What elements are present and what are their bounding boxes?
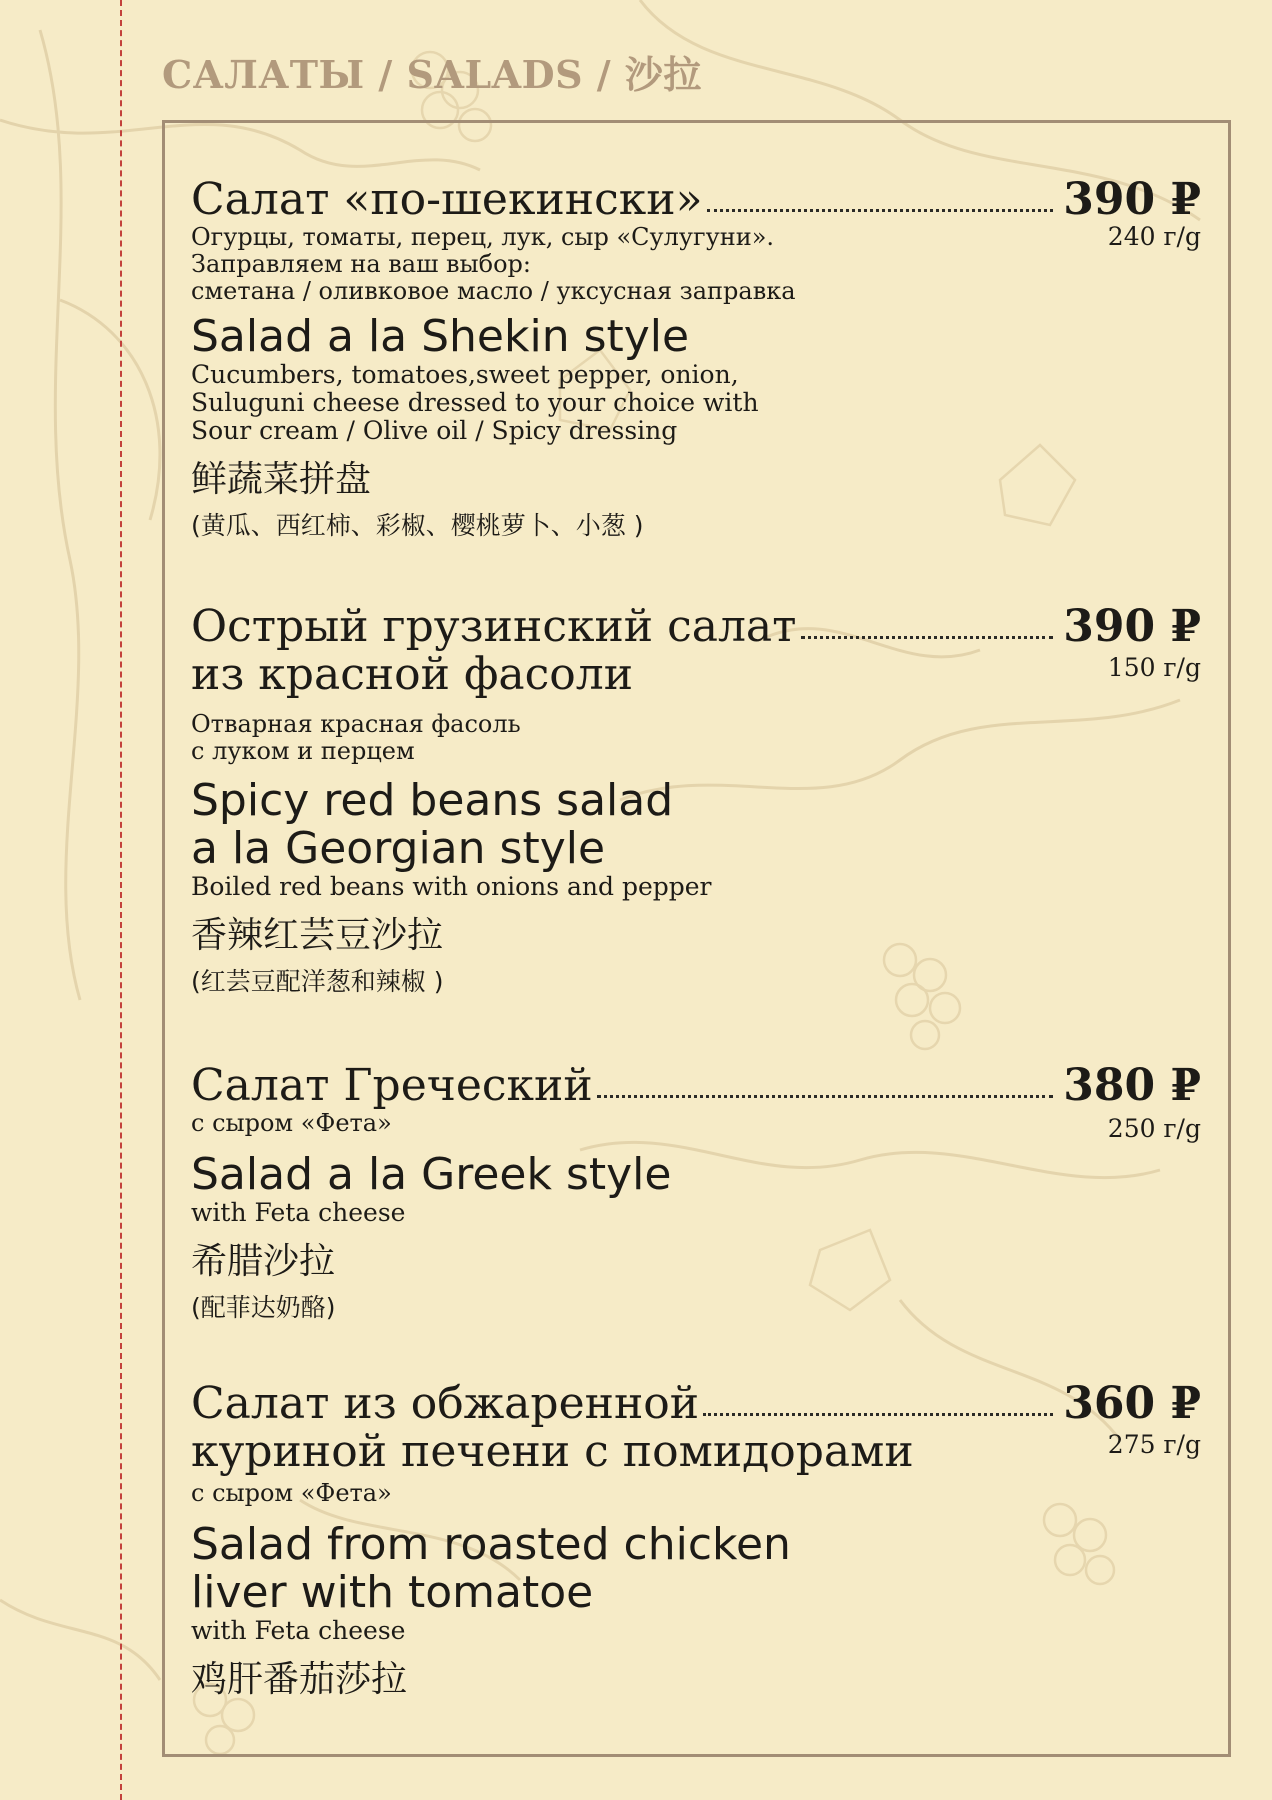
item-desc-ru-line: Заправляем на ваш выбор: <box>191 250 531 278</box>
item-weight: 250 г/g <box>1107 1114 1201 1143</box>
item-desc-ru-line: с сыром «Фета» <box>191 1109 392 1137</box>
item-desc-en-line: Cucumbers, tomatoes,sweet pepper, onion, <box>191 360 739 389</box>
menu-item <box>191 1380 1201 1701</box>
item-title-ru-line2: куриной печени с помидорами <box>191 1426 914 1477</box>
item-desc-ru-line: сметана / оливковое масло / уксусная заправка <box>191 277 796 305</box>
item-price: 390 ₽ <box>1063 174 1201 225</box>
item-desc-en-line: Boiled red beans with onions and pepper <box>191 872 712 901</box>
page-title: САЛАТЫ / SALADS / 沙拉 <box>162 52 702 97</box>
item-title-zh: 希腊沙拉 <box>191 1241 336 1282</box>
item-title-row <box>191 603 1201 651</box>
item-desc-zh: (红芸豆配洋葱和辣椒 ) <box>191 967 444 996</box>
dot-leader <box>707 209 1054 212</box>
item-title-en: Salad a la Greek style <box>191 1149 672 1200</box>
item-weight: 150 г/g <box>1107 653 1201 682</box>
item-title-en: Spicy red beans salad <box>191 775 674 826</box>
cut-guide-line <box>120 0 122 1800</box>
menu-item <box>191 1062 1201 1323</box>
item-title-ru: Острый грузинский салат <box>191 601 797 652</box>
item-price: 390 ₽ <box>1063 601 1201 652</box>
item-title-ru: Салат «по-шекински» <box>191 174 703 225</box>
dot-leader <box>597 1095 1054 1098</box>
item-title-row <box>191 1380 1201 1428</box>
item-title-en-line2: liver with tomatoe <box>191 1567 594 1618</box>
item-price: 360 ₽ <box>1063 1378 1201 1429</box>
item-desc-ru-line: с луком и перцем <box>191 737 415 765</box>
menu-item <box>191 603 1201 997</box>
item-desc-en-line: with Feta cheese <box>191 1616 406 1645</box>
dot-leader <box>703 1413 1053 1416</box>
item-desc-ru-line: с сыром «Фета» <box>191 1479 392 1507</box>
menu-item <box>191 176 1201 541</box>
item-title-en-line2: a la Georgian style <box>191 823 606 874</box>
item-title-en: Salad from roasted chicken <box>191 1519 791 1570</box>
item-title-zh: 鲜蔬菜拼盘 <box>191 459 372 500</box>
item-title-ru-line2: из красной фасоли <box>191 649 634 700</box>
item-weight: 240 г/g <box>1107 222 1201 251</box>
item-title-zh: 香辣红芸豆沙拉 <box>191 915 444 956</box>
item-desc-zh: (黄瓜、西红柿、彩椒、樱桃萝卜、小葱 ) <box>191 511 644 540</box>
item-weight: 275 г/g <box>1107 1430 1201 1459</box>
item-desc-en-line: Suluguni cheese dressed to your choice with <box>191 388 759 417</box>
dot-leader <box>801 636 1054 639</box>
item-desc-en-line: with Feta cheese <box>191 1198 406 1227</box>
item-title-ru: Салат из обжаренной <box>191 1378 700 1429</box>
item-title-en: Salad a la Shekin style <box>191 311 690 362</box>
item-title-zh: 鸡肝番茄莎拉 <box>191 1659 408 1700</box>
item-desc-ru-line: Отварная красная фасоль <box>191 710 521 738</box>
item-title-row <box>191 176 1201 224</box>
item-desc-ru-line: Огурцы, томаты, перец, лук, сыр «Сулугуни». <box>191 223 775 251</box>
item-desc-zh: (配菲达奶酪) <box>191 1293 336 1322</box>
item-price: 380 ₽ <box>1063 1060 1201 1111</box>
item-title-row <box>191 1062 1201 1110</box>
item-title-ru: Салат Греческий <box>191 1060 593 1111</box>
item-desc-en-line: Sour cream / Olive oil / Spicy dressing <box>191 416 678 445</box>
